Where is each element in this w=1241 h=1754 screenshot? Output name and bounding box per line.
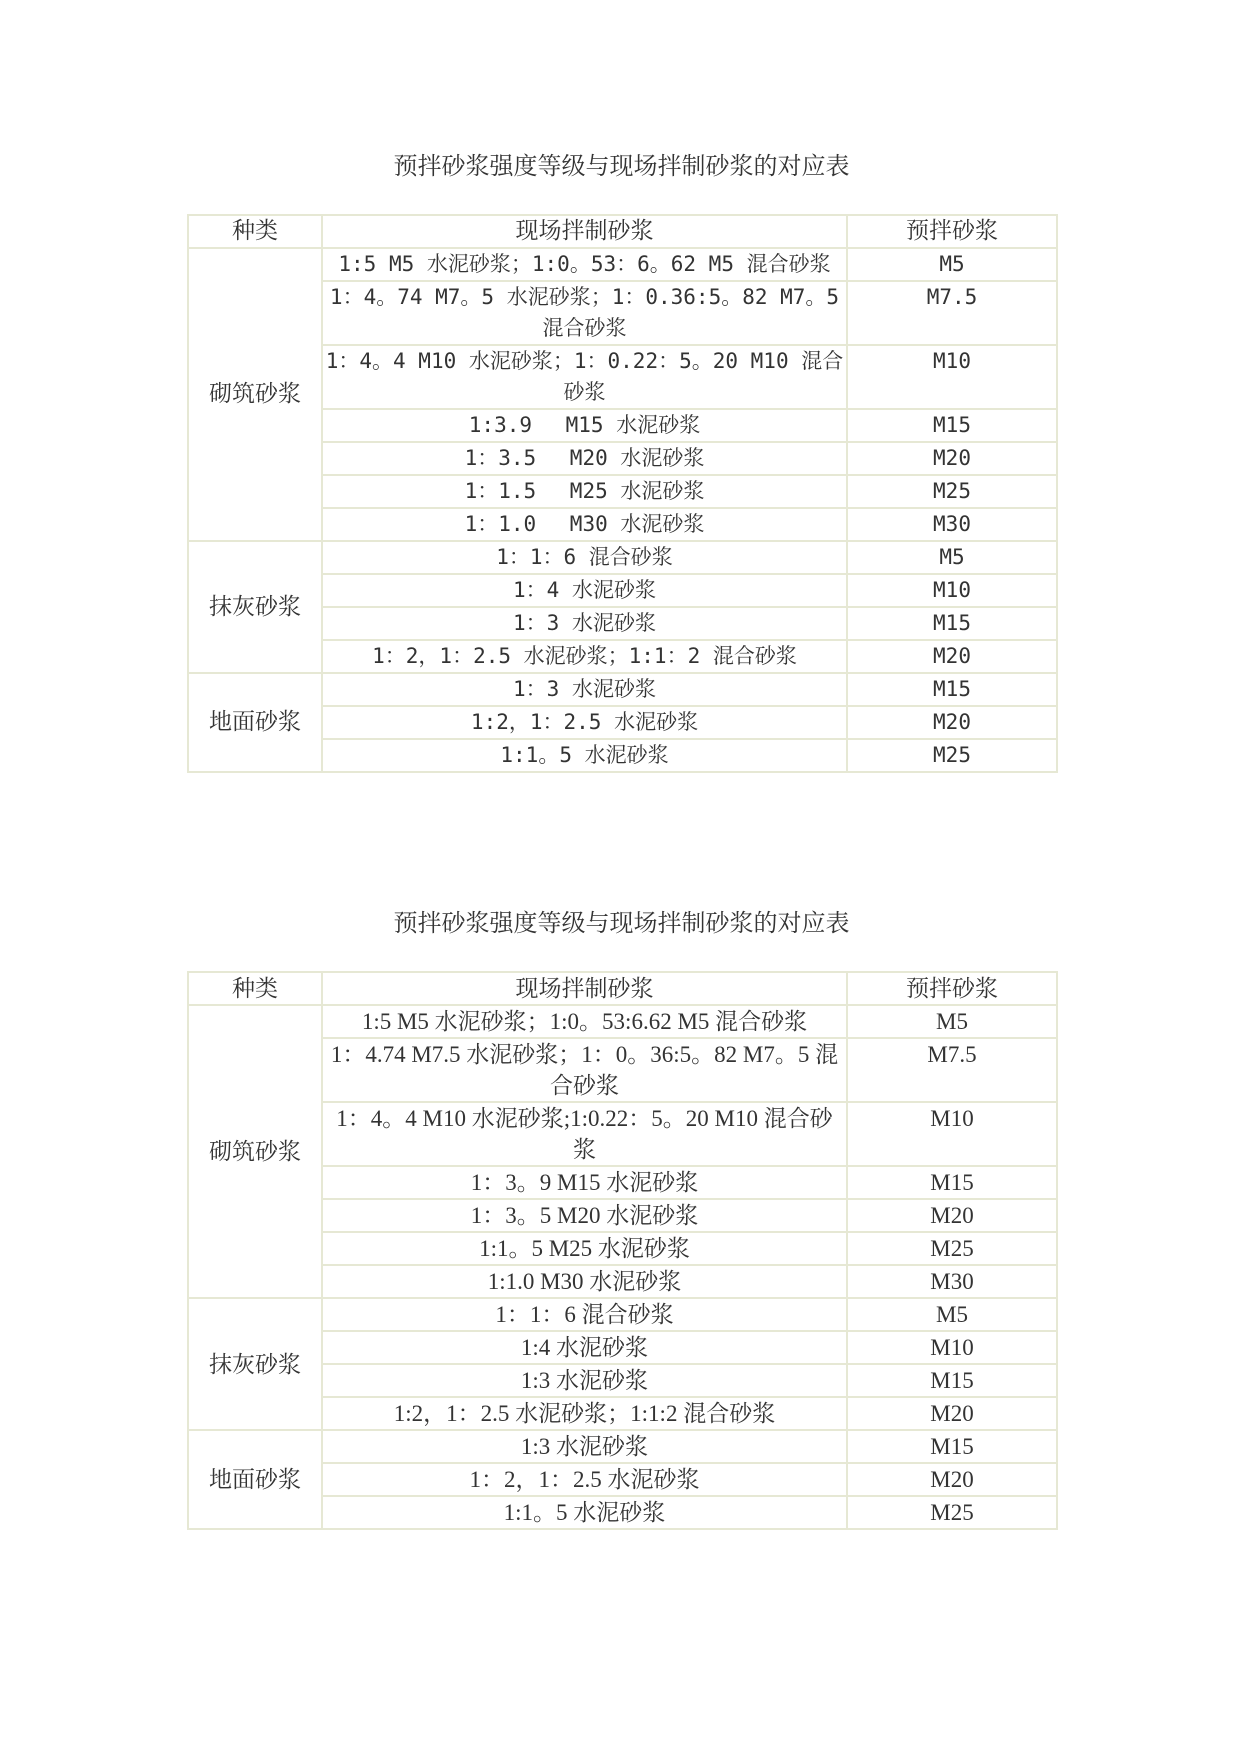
header-row (188, 972, 1057, 1005)
header-site-mix: 现场拌制砂浆 (322, 972, 847, 1005)
site-mix-cell: 1:1。5 水泥砂浆 (322, 739, 847, 772)
ready-mix-cell: M15 (847, 1166, 1057, 1199)
category-cell: 砌筑砂浆 (188, 248, 322, 541)
table-row (188, 673, 1057, 706)
site-mix-cell: 1:2，1：2.5 水泥砂浆 (322, 706, 847, 739)
site-mix-cell: 1：4.74 M7.5 水泥砂浆；1：0。36:5。82 M7。5 混合砂浆 (322, 1038, 847, 1102)
site-mix-cell: 1：3 水泥砂浆 (322, 673, 847, 706)
site-mix-cell: 1：1.5 M25 水泥砂浆 (322, 475, 847, 508)
ready-mix-cell: M15 (847, 673, 1057, 706)
ready-mix-cell: M20 (847, 1397, 1057, 1430)
ready-mix-cell: M20 (847, 706, 1057, 739)
ready-mix-cell: M10 (847, 574, 1057, 607)
table-row (188, 248, 1057, 281)
site-mix-cell: 1：2，1：2.5 水泥砂浆；1:1：2 混合砂浆 (322, 640, 847, 673)
site-mix-cell: 1:3 水泥砂浆 (322, 1430, 847, 1463)
site-mix-cell: 1:1。5 M25 水泥砂浆 (322, 1232, 847, 1265)
ready-mix-cell: M7.5 (847, 1038, 1057, 1102)
ready-mix-cell: M5 (847, 1298, 1057, 1331)
header-ready-mix: 预拌砂浆 (847, 972, 1057, 1005)
site-mix-cell: 1：4 水泥砂浆 (322, 574, 847, 607)
site-mix-cell: 1:3.9 M15 水泥砂浆 (322, 409, 847, 442)
site-mix-cell: 1：4。4 M10 水泥砂浆;1:0.22：5。20 M10 混合砂浆 (322, 1102, 847, 1166)
table-row (188, 1298, 1057, 1331)
header-site-mix: 现场拌制砂浆 (322, 215, 847, 248)
site-mix-cell: 1：4。4 M10 水泥砂浆；1：0.22：5。20 M10 混合砂浆 (322, 345, 847, 409)
table-title: 预拌砂浆强度等级与现场拌制砂浆的对应表 (393, 152, 850, 180)
ready-mix-cell: M30 (847, 508, 1057, 541)
site-mix-cell: 1:1.0 M30 水泥砂浆 (322, 1265, 847, 1298)
category-cell: 砌筑砂浆 (188, 1005, 322, 1298)
category-cell: 地面砂浆 (188, 673, 322, 772)
ready-mix-cell: M25 (847, 1232, 1057, 1265)
site-mix-cell: 1：3.5 M20 水泥砂浆 (322, 442, 847, 475)
site-mix-cell: 1：1.0 M30 水泥砂浆 (322, 508, 847, 541)
ready-mix-cell: M10 (847, 1102, 1057, 1166)
site-mix-cell: 1:5 M5 水泥砂浆；1:0。53:6.62 M5 混合砂浆 (322, 1005, 847, 1038)
site-mix-cell: 1:2，1：2.5 水泥砂浆；1:1:2 混合砂浆 (322, 1397, 847, 1430)
ready-mix-cell: M20 (847, 442, 1057, 475)
ready-mix-cell: M20 (847, 1199, 1057, 1232)
ready-mix-cell: M25 (847, 739, 1057, 772)
table-row (188, 1005, 1057, 1038)
site-mix-cell: 1：1：6 混合砂浆 (322, 1298, 847, 1331)
ready-mix-cell: M5 (847, 248, 1057, 281)
ready-mix-cell: M15 (847, 1364, 1057, 1397)
site-mix-cell: 1：2，1：2.5 水泥砂浆 (322, 1463, 847, 1496)
site-mix-cell: 1：3。9 M15 水泥砂浆 (322, 1166, 847, 1199)
ready-mix-cell: M5 (847, 1005, 1057, 1038)
category-cell: 抹灰砂浆 (188, 1298, 322, 1430)
ready-mix-cell: M25 (847, 1496, 1057, 1529)
site-mix-cell: 1:1。5 水泥砂浆 (322, 1496, 847, 1529)
header-row (188, 215, 1057, 248)
ready-mix-cell: M15 (847, 607, 1057, 640)
site-mix-cell: 1:3 水泥砂浆 (322, 1364, 847, 1397)
ready-mix-cell: M5 (847, 541, 1057, 574)
table-title: 预拌砂浆强度等级与现场拌制砂浆的对应表 (393, 909, 850, 937)
category-cell: 地面砂浆 (188, 1430, 322, 1529)
ready-mix-cell: M15 (847, 409, 1057, 442)
ready-mix-cell: M7.5 (847, 281, 1057, 345)
ready-mix-cell: M25 (847, 475, 1057, 508)
table-block-1 (187, 148, 1056, 773)
site-mix-cell: 1：4。74 M7。5 水泥砂浆；1：0.36:5。82 M7。5 混合砂浆 (322, 281, 847, 345)
ready-mix-cell: M10 (847, 1331, 1057, 1364)
ready-mix-cell: M30 (847, 1265, 1057, 1298)
header-ready-mix: 预拌砂浆 (847, 215, 1057, 248)
ready-mix-cell: M10 (847, 345, 1057, 409)
table-block-2 (187, 905, 1056, 1530)
category-cell: 抹灰砂浆 (188, 541, 322, 673)
site-mix-cell: 1：3。5 M20 水泥砂浆 (322, 1199, 847, 1232)
header-category: 种类 (188, 972, 322, 1005)
ready-mix-cell: M15 (847, 1430, 1057, 1463)
ready-mix-cell: M20 (847, 640, 1057, 673)
site-mix-cell: 1：1：6 混合砂浆 (322, 541, 847, 574)
ready-mix-cell: M20 (847, 1463, 1057, 1496)
site-mix-cell: 1:4 水泥砂浆 (322, 1331, 847, 1364)
table-row (188, 1430, 1057, 1463)
mortar-correspondence-table (187, 971, 1058, 1530)
header-category: 种类 (188, 215, 322, 248)
site-mix-cell: 1:5 M5 水泥砂浆；1:0。53：6。62 M5 混合砂浆 (322, 248, 847, 281)
site-mix-cell: 1：3 水泥砂浆 (322, 607, 847, 640)
table-row (188, 541, 1057, 574)
mortar-correspondence-table (187, 214, 1058, 773)
